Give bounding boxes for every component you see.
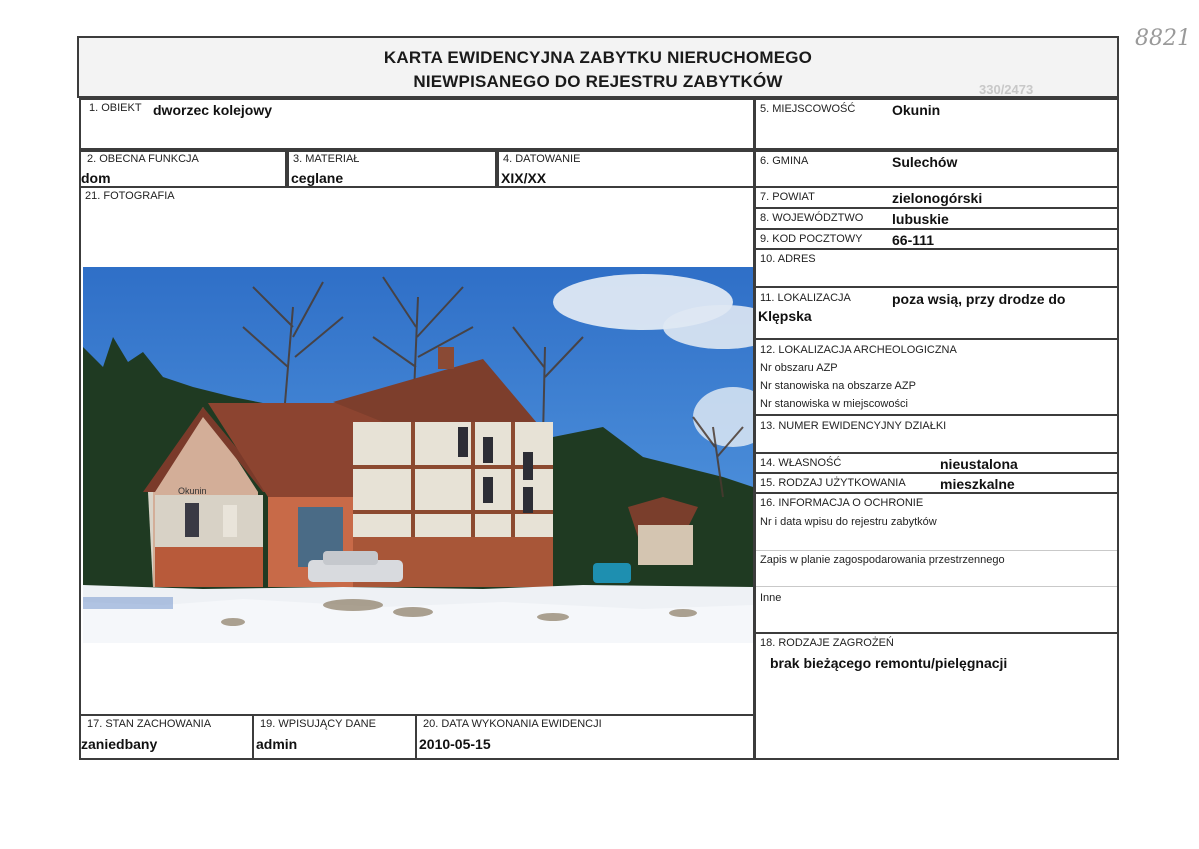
field-datowanie bbox=[497, 150, 755, 188]
building-photo bbox=[83, 267, 753, 643]
ochrona-label: 16. INFORMACJA O OCHRONIE bbox=[760, 497, 924, 509]
datowanie-label: 4. DATOWANIE bbox=[503, 153, 581, 165]
arch-label: 12. LOKALIZACJA ARCHEOLOGICZNA bbox=[760, 344, 957, 356]
data-label: 20. DATA WYKONANIA EWIDENCJI bbox=[423, 718, 602, 730]
wojewodztwo-value: lubuskie bbox=[892, 211, 949, 227]
field-material bbox=[287, 150, 497, 188]
ochrona-rejestr: Nr i data wpisu do rejestru zabytków bbox=[760, 516, 937, 528]
arch-stanowisko-azp: Nr stanowiska na obszarze AZP bbox=[760, 380, 916, 392]
zagrozenia-label: 18. RODZAJE ZAGROŻEŃ bbox=[760, 637, 894, 649]
uzytkowanie-value: mieszkalne bbox=[940, 476, 1015, 492]
obiekt-label: 1. OBIEKT bbox=[89, 102, 142, 114]
field-rodzaje-zagrozen bbox=[754, 632, 1119, 760]
wojewodztwo-label: 8. WOJEWÓDZTWO bbox=[760, 212, 864, 224]
wpisujacy-value: admin bbox=[256, 736, 298, 752]
kod-value: 66-111 bbox=[892, 232, 935, 248]
lokalizacja-label: 11. LOKALIZACJA bbox=[760, 292, 851, 304]
field-wlasnosc bbox=[754, 452, 1119, 474]
field-kod-pocztowy bbox=[754, 228, 1119, 250]
wlasnosc-label: 14. WŁASNOŚĆ bbox=[760, 457, 842, 469]
field-gmina bbox=[754, 150, 1119, 188]
field-stan bbox=[79, 714, 254, 760]
obiekt-value: dworzec kolejowy bbox=[153, 102, 273, 118]
funkcja-label: 2. OBECNA FUNKCJA bbox=[87, 153, 199, 165]
okunin-sign: Okunin bbox=[178, 486, 207, 496]
field-data bbox=[415, 714, 755, 760]
field-lokalizacja bbox=[754, 286, 1119, 340]
uzytkowanie-label: 15. RODZAJ UŻYTKOWANIA bbox=[760, 477, 906, 489]
field-powiat bbox=[754, 186, 1119, 209]
gmina-value: Sulechów bbox=[892, 154, 958, 170]
field-funkcja bbox=[79, 150, 287, 188]
field-lokalizacja-archeologiczna bbox=[754, 338, 1119, 416]
miejscowosc-value: Okunin bbox=[892, 102, 941, 118]
field-adres bbox=[754, 248, 1119, 288]
material-label: 3. MATERIAŁ bbox=[293, 153, 360, 165]
ochrona-divider-1 bbox=[756, 550, 1117, 551]
handwritten-number: 8821 bbox=[1135, 26, 1191, 51]
card-header bbox=[77, 36, 1119, 98]
field-rodzaj-uzytkowania bbox=[754, 472, 1119, 494]
field-wojewodztwo bbox=[754, 207, 1119, 230]
field-informacja-o-ochronie bbox=[754, 492, 1119, 634]
powiat-value: zielonogórski bbox=[892, 190, 983, 206]
fotografia-label: 21. FOTOGRAFIA bbox=[85, 190, 175, 202]
ochrona-divider-2 bbox=[756, 586, 1117, 587]
stan-label: 17. STAN ZACHOWANIA bbox=[87, 718, 212, 730]
zagrozenia-value: brak bieżącego remontu/pielęgnacji bbox=[770, 655, 1008, 671]
lokalizacja-value-line2: Klępska bbox=[758, 308, 812, 324]
lokalizacja-value-line1: poza wsią, przy drodze do bbox=[892, 291, 1066, 307]
field-numer-dzialki bbox=[754, 414, 1119, 454]
miejscowosc-label: 5. MIEJSCOWOŚĆ bbox=[760, 103, 856, 115]
ochrona-plan: Zapis w planie zagospodarowania przestrzennego bbox=[760, 554, 1005, 566]
datowanie-value: XIX/XX bbox=[501, 170, 547, 186]
adres-label: 10. ADRES bbox=[760, 253, 816, 265]
ochrona-inne: Inne bbox=[760, 592, 782, 604]
title-line-1: KARTA EWIDENCYJNA ZABYTKU NIERUCHOMEGO bbox=[383, 48, 813, 67]
title-line-2: NIEWPISANEGO DO REJESTRU ZABYTKÓW bbox=[413, 72, 783, 91]
wpisujacy-label: 19. WPISUJĄCY DANE bbox=[260, 718, 376, 730]
powiat-label: 7. POWIAT bbox=[760, 191, 815, 203]
dzialka-label: 13. NUMER EWIDENCYJNY DZIAŁKI bbox=[760, 420, 947, 432]
arch-obszar-azp: Nr obszaru AZP bbox=[760, 362, 838, 374]
field-wpisujacy bbox=[252, 714, 417, 760]
kod-label: 9. KOD POCZTOWY bbox=[760, 233, 863, 245]
data-value: 2010-05-15 bbox=[419, 736, 491, 752]
field-fotografia bbox=[79, 186, 755, 716]
material-value: ceglane bbox=[291, 170, 344, 186]
field-obiekt bbox=[79, 98, 755, 150]
arch-stanowisko-miejscowosc: Nr stanowiska w miejscowości bbox=[760, 398, 908, 410]
gmina-label: 6. GMINA bbox=[760, 155, 809, 167]
faded-reference-number: 330/2473 bbox=[979, 82, 1034, 97]
wlasnosc-value: nieustalona bbox=[940, 456, 1018, 472]
field-miejscowosc bbox=[754, 98, 1119, 150]
funkcja-value: dom bbox=[81, 170, 111, 186]
stan-value: zaniedbany bbox=[81, 736, 158, 752]
